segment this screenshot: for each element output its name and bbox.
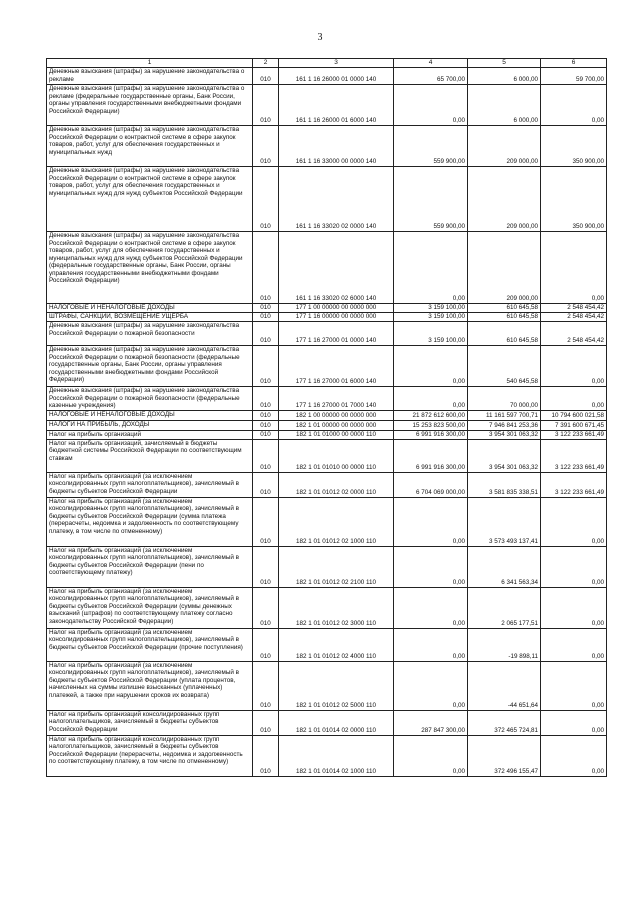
cell-name: Налог на прибыль организаций (47, 430, 253, 439)
table-row (47, 304, 607, 313)
cell-v4: 0,00 (394, 346, 468, 387)
cell-name: Налог на прибыль организаций (за исключением консолидированных групп налогоплательщиков), зачисляемый в бюджеты субъектов Российской Федерации (прочие поступления) (47, 628, 253, 661)
cell-v4: 0,00 (394, 497, 468, 546)
cell-v5: -44 651,64 (468, 661, 541, 710)
cell-v6: 2 548 454,42 (541, 304, 607, 313)
cell-name: ШТРАФЫ, САНКЦИИ, ВОЗМЕЩЕНИЕ УЩЕРБА (47, 313, 253, 322)
cell-kbk: 161 1 16 26000 01 6000 140 (279, 85, 394, 126)
cell-v5: 6 341 563,34 (468, 546, 541, 587)
cell-v4: 6 704 069 000,00 (394, 472, 468, 497)
table-row (47, 410, 607, 420)
cell-v6: 0,00 (541, 85, 607, 126)
cell-v6: 3 122 233 661,49 (541, 472, 607, 497)
cell-name: Денежные взыскания (штрафы) за нарушение законодательства о рекламе (47, 68, 253, 85)
cell-v5: 2 065 177,51 (468, 587, 541, 628)
cell-v4: 287 847 300,00 (394, 710, 468, 735)
cell-v5: 3 954 301 063,32 (468, 439, 541, 472)
header-cell: 6 (541, 59, 607, 68)
cell-kbk: 182 1 01 01010 00 0000 110 (279, 439, 394, 472)
cell-code: 010 (253, 167, 279, 232)
cell-name: Налог на прибыль организаций (за исключением консолидированных групп налогоплательщиков), зачисляемый в бюджеты субъектов Российской Федерации (уплата процентов, начисленных на суммы излишне взысканных (уплаченных) платежей, а также при нарушении сроков их возврата) (47, 661, 253, 710)
table-row (47, 497, 607, 546)
cell-v5: 610 645,58 (468, 322, 541, 346)
cell-kbk: 177 1 16 27000 01 6000 140 (279, 346, 394, 387)
cell-name: Налог на прибыль организаций консолидированных групп налогоплательщиков, зачисляемый в бюджеты субъектов Российской Федерации (47, 710, 253, 735)
cell-code: 010 (253, 546, 279, 587)
table-row (47, 628, 607, 661)
cell-v4: 6 991 916 300,00 (394, 439, 468, 472)
page-number: 3 (317, 32, 323, 43)
table-row (47, 322, 607, 346)
table-row (47, 472, 607, 497)
table-row (47, 68, 607, 85)
cell-v6: 2 548 454,42 (541, 322, 607, 346)
cell-v6: 350 900,00 (541, 126, 607, 167)
header-cell: 1 (47, 59, 253, 68)
cell-code: 010 (253, 497, 279, 546)
cell-v5: 610 645,58 (468, 313, 541, 322)
table-row (47, 661, 607, 710)
cell-v4: 0,00 (394, 661, 468, 710)
cell-kbk: 177 1 16 27000 01 7000 140 (279, 387, 394, 411)
cell-kbk: 182 1 01 01012 02 5000 110 (279, 661, 394, 710)
cell-v5: -19 898,11 (468, 628, 541, 661)
header-cell: 2 (253, 59, 279, 68)
cell-v4: 0,00 (394, 735, 468, 776)
cell-v5: 372 465 724,81 (468, 710, 541, 735)
table-row (47, 735, 607, 776)
cell-name: Денежные взыскания (штрафы) за нарушение законодательства Российской Федерации о пожарной безопасности (федеральные государственные органы, Банк России, органы управления государственными внебюджетными фондами Российской Федерации) (47, 346, 253, 387)
cell-code: 010 (253, 346, 279, 387)
table-row (47, 85, 607, 126)
cell-name: Налог на прибыль организаций (за исключением консолидированных групп налогоплательщиков), зачисляемый в бюджеты субъектов Российской Федерации (пени по соответствующему платежу) (47, 546, 253, 587)
cell-v5: 3 573 493 137,41 (468, 497, 541, 546)
cell-v5: 3 581 835 338,51 (468, 472, 541, 497)
cell-v4: 0,00 (394, 85, 468, 126)
cell-kbk: 161 1 16 33000 00 0000 140 (279, 126, 394, 167)
table-row (47, 439, 607, 472)
cell-kbk: 182 1 01 01000 00 0000 110 (279, 430, 394, 439)
cell-v6: 10 794 600 021,58 (541, 410, 607, 420)
table-row (47, 232, 607, 304)
table-row (47, 546, 607, 587)
cell-code: 010 (253, 304, 279, 313)
cell-v4: 3 159 100,00 (394, 322, 468, 346)
cell-v6: 7 391 600 671,45 (541, 420, 607, 430)
cell-code: 010 (253, 661, 279, 710)
cell-code: 010 (253, 587, 279, 628)
cell-name: НАЛОГОВЫЕ И НЕНАЛОГОВЫЕ ДОХОДЫ (47, 304, 253, 313)
cell-v6: 0,00 (541, 735, 607, 776)
table-row (47, 167, 607, 232)
cell-v5: 209 000,00 (468, 232, 541, 304)
header-cell: 3 (279, 59, 394, 68)
cell-name: Налог на прибыль организаций консолидированных групп налогоплательщиков, зачисляемый в бюджеты субъектов Российской Федерации (перерасчеты, недоимка и задолженность по соответствующему платежу, в том числе по отмененному) (47, 735, 253, 776)
cell-v6: 3 122 233 661,49 (541, 430, 607, 439)
cell-v6: 350 900,00 (541, 167, 607, 232)
cell-v4: 3 159 100,00 (394, 313, 468, 322)
header-row (47, 59, 607, 68)
cell-v4: 0,00 (394, 587, 468, 628)
cell-v6: 0,00 (541, 232, 607, 304)
header-cell: 4 (394, 59, 468, 68)
cell-v6: 0,00 (541, 387, 607, 411)
cell-v4: 559 900,00 (394, 167, 468, 232)
cell-name: Денежные взыскания (штрафы) за нарушение законодательства Российской Федерации о пожарной безопасности (47, 322, 253, 346)
cell-kbk: 177 1 16 27000 01 0000 140 (279, 322, 394, 346)
table-row (47, 346, 607, 387)
cell-name: Денежные взыскания (штрафы) за нарушение законодательства Российской Федерации о контрактной системе в сфере закупок товаров, работ, услуг для обеспечения государственных и муниципальных нужд (47, 126, 253, 167)
cell-v4: 3 159 100,00 (394, 304, 468, 313)
cell-name: НАЛОГОВЫЕ И НЕНАЛОГОВЫЕ ДОХОДЫ (47, 410, 253, 420)
cell-kbk: 182 1 01 01012 02 1000 110 (279, 497, 394, 546)
cell-v6: 0,00 (541, 497, 607, 546)
cell-v6: 2 548 454,42 (541, 313, 607, 322)
cell-code: 010 (253, 85, 279, 126)
cell-code: 010 (253, 628, 279, 661)
cell-code: 010 (253, 232, 279, 304)
cell-v6: 59 700,00 (541, 68, 607, 85)
cell-v5: 70 000,00 (468, 387, 541, 411)
cell-v5: 11 161 597 700,71 (468, 410, 541, 420)
cell-v5: 6 000,00 (468, 68, 541, 85)
cell-kbk: 161 1 16 33020 02 0000 140 (279, 167, 394, 232)
table-row (47, 126, 607, 167)
table-row (47, 387, 607, 411)
cell-code: 010 (253, 439, 279, 472)
cell-v4: 0,00 (394, 546, 468, 587)
cell-name: Денежные взыскания (штрафы) за нарушение законодательства Российской Федерации о пожарной безопасности (федеральные казенные учреждения) (47, 387, 253, 411)
cell-code: 010 (253, 735, 279, 776)
cell-v6: 0,00 (541, 546, 607, 587)
cell-name: Денежные взыскания (штрафы) за нарушение законодательства Российской Федерации о контрактной системе в сфере закупок товаров, работ, услуг для обеспечения государственных и муниципальных нужд для нужд субъектов Российской Федерации (47, 167, 253, 232)
cell-kbk: 161 1 16 26000 01 0000 140 (279, 68, 394, 85)
cell-kbk: 182 1 01 01014 02 0000 110 (279, 710, 394, 735)
cell-name: Налог на прибыль организаций (за исключением консолидированных групп налогоплательщиков), зачисляемый в бюджеты субъектов Российской Федерации (47, 472, 253, 497)
cell-v6: 0,00 (541, 628, 607, 661)
cell-code: 010 (253, 126, 279, 167)
cell-kbk: 182 1 01 01012 02 4000 110 (279, 628, 394, 661)
cell-name: Денежные взыскания (штрафы) за нарушение законодательства о рекламе (федеральные государственные органы, Банк России, органы управления государственными внебюджетными фондами Российской Федерации) (47, 85, 253, 126)
cell-kbk: 161 1 16 33020 02 6000 140 (279, 232, 394, 304)
revenue-table (46, 58, 607, 777)
table-row (47, 710, 607, 735)
cell-code: 010 (253, 410, 279, 420)
cell-kbk: 182 1 01 01012 02 3000 110 (279, 587, 394, 628)
cell-code: 010 (253, 430, 279, 439)
cell-kbk: 182 1 01 00000 00 0000 000 (279, 420, 394, 430)
cell-code: 010 (253, 322, 279, 346)
cell-name: Налог на прибыль организаций (за исключением консолидированных групп налогоплательщиков), зачисляемый в бюджеты субъектов Российской Федерации (суммы денежных взысканий (штрафов) по соответствующему платежу согласно законодательству Российской Федерации) (47, 587, 253, 628)
cell-code: 010 (253, 472, 279, 497)
cell-kbk: 177 1 00 00000 00 0000 000 (279, 304, 394, 313)
cell-v4: 0,00 (394, 387, 468, 411)
cell-v5: 209 000,00 (468, 167, 541, 232)
header-cell: 5 (468, 59, 541, 68)
table-row (47, 420, 607, 430)
cell-name: Налог на прибыль организаций, зачисляемый в бюджеты бюджетной системы Российской Федерации по соответствующим ставкам (47, 439, 253, 472)
cell-v5: 3 954 301 063,32 (468, 430, 541, 439)
cell-v4: 15 253 823 500,00 (394, 420, 468, 430)
cell-v6: 0,00 (541, 346, 607, 387)
cell-kbk: 182 1 01 01012 02 0000 110 (279, 472, 394, 497)
cell-v5: 610 645,58 (468, 304, 541, 313)
cell-v5: 7 946 841 253,36 (468, 420, 541, 430)
cell-v6: 0,00 (541, 587, 607, 628)
cell-v4: 559 900,00 (394, 126, 468, 167)
cell-code: 010 (253, 387, 279, 411)
cell-kbk: 182 1 01 01012 02 2100 110 (279, 546, 394, 587)
table-row (47, 313, 607, 322)
cell-v4: 65 700,00 (394, 68, 468, 85)
cell-v4: 0,00 (394, 628, 468, 661)
cell-v5: 372 496 155,47 (468, 735, 541, 776)
cell-code: 010 (253, 710, 279, 735)
cell-kbk: 182 1 01 01014 02 1000 110 (279, 735, 394, 776)
cell-v6: 3 122 233 661,49 (541, 439, 607, 472)
cell-kbk: 177 1 16 00000 00 0000 000 (279, 313, 394, 322)
cell-name: Налог на прибыль организаций (за исключением консолидированных групп налогоплательщиков), зачисляемый в бюджеты субъектов Российской Федерации (сумма платежа (перерасчеты, недоимка и задолженность по соответствующему платежу, в том числе по отмененному) (47, 497, 253, 546)
cell-code: 010 (253, 68, 279, 85)
cell-name: Денежные взыскания (штрафы) за нарушение законодательства Российской Федерации о контрактной системе в сфере закупок товаров, работ, услуг для обеспечения государственных и муниципальных нужд для нужд субъектов Российской Федерации (федеральные государственные органы, Банк России, органы управления государственными внебюджетными фондами Российской Федерации) (47, 232, 253, 304)
cell-kbk: 182 1 00 00000 00 0000 000 (279, 410, 394, 420)
cell-v4: 6 991 916 300,00 (394, 430, 468, 439)
cell-v6: 0,00 (541, 710, 607, 735)
cell-name: НАЛОГИ НА ПРИБЫЛЬ, ДОХОДЫ (47, 420, 253, 430)
cell-v5: 209 000,00 (468, 126, 541, 167)
cell-v5: 6 000,00 (468, 85, 541, 126)
cell-code: 010 (253, 420, 279, 430)
table-row (47, 587, 607, 628)
cell-v6: 0,00 (541, 661, 607, 710)
table-row (47, 430, 607, 439)
cell-v4: 21 872 612 600,00 (394, 410, 468, 420)
cell-code: 010 (253, 313, 279, 322)
cell-v5: 540 645,58 (468, 346, 541, 387)
cell-v4: 0,00 (394, 232, 468, 304)
